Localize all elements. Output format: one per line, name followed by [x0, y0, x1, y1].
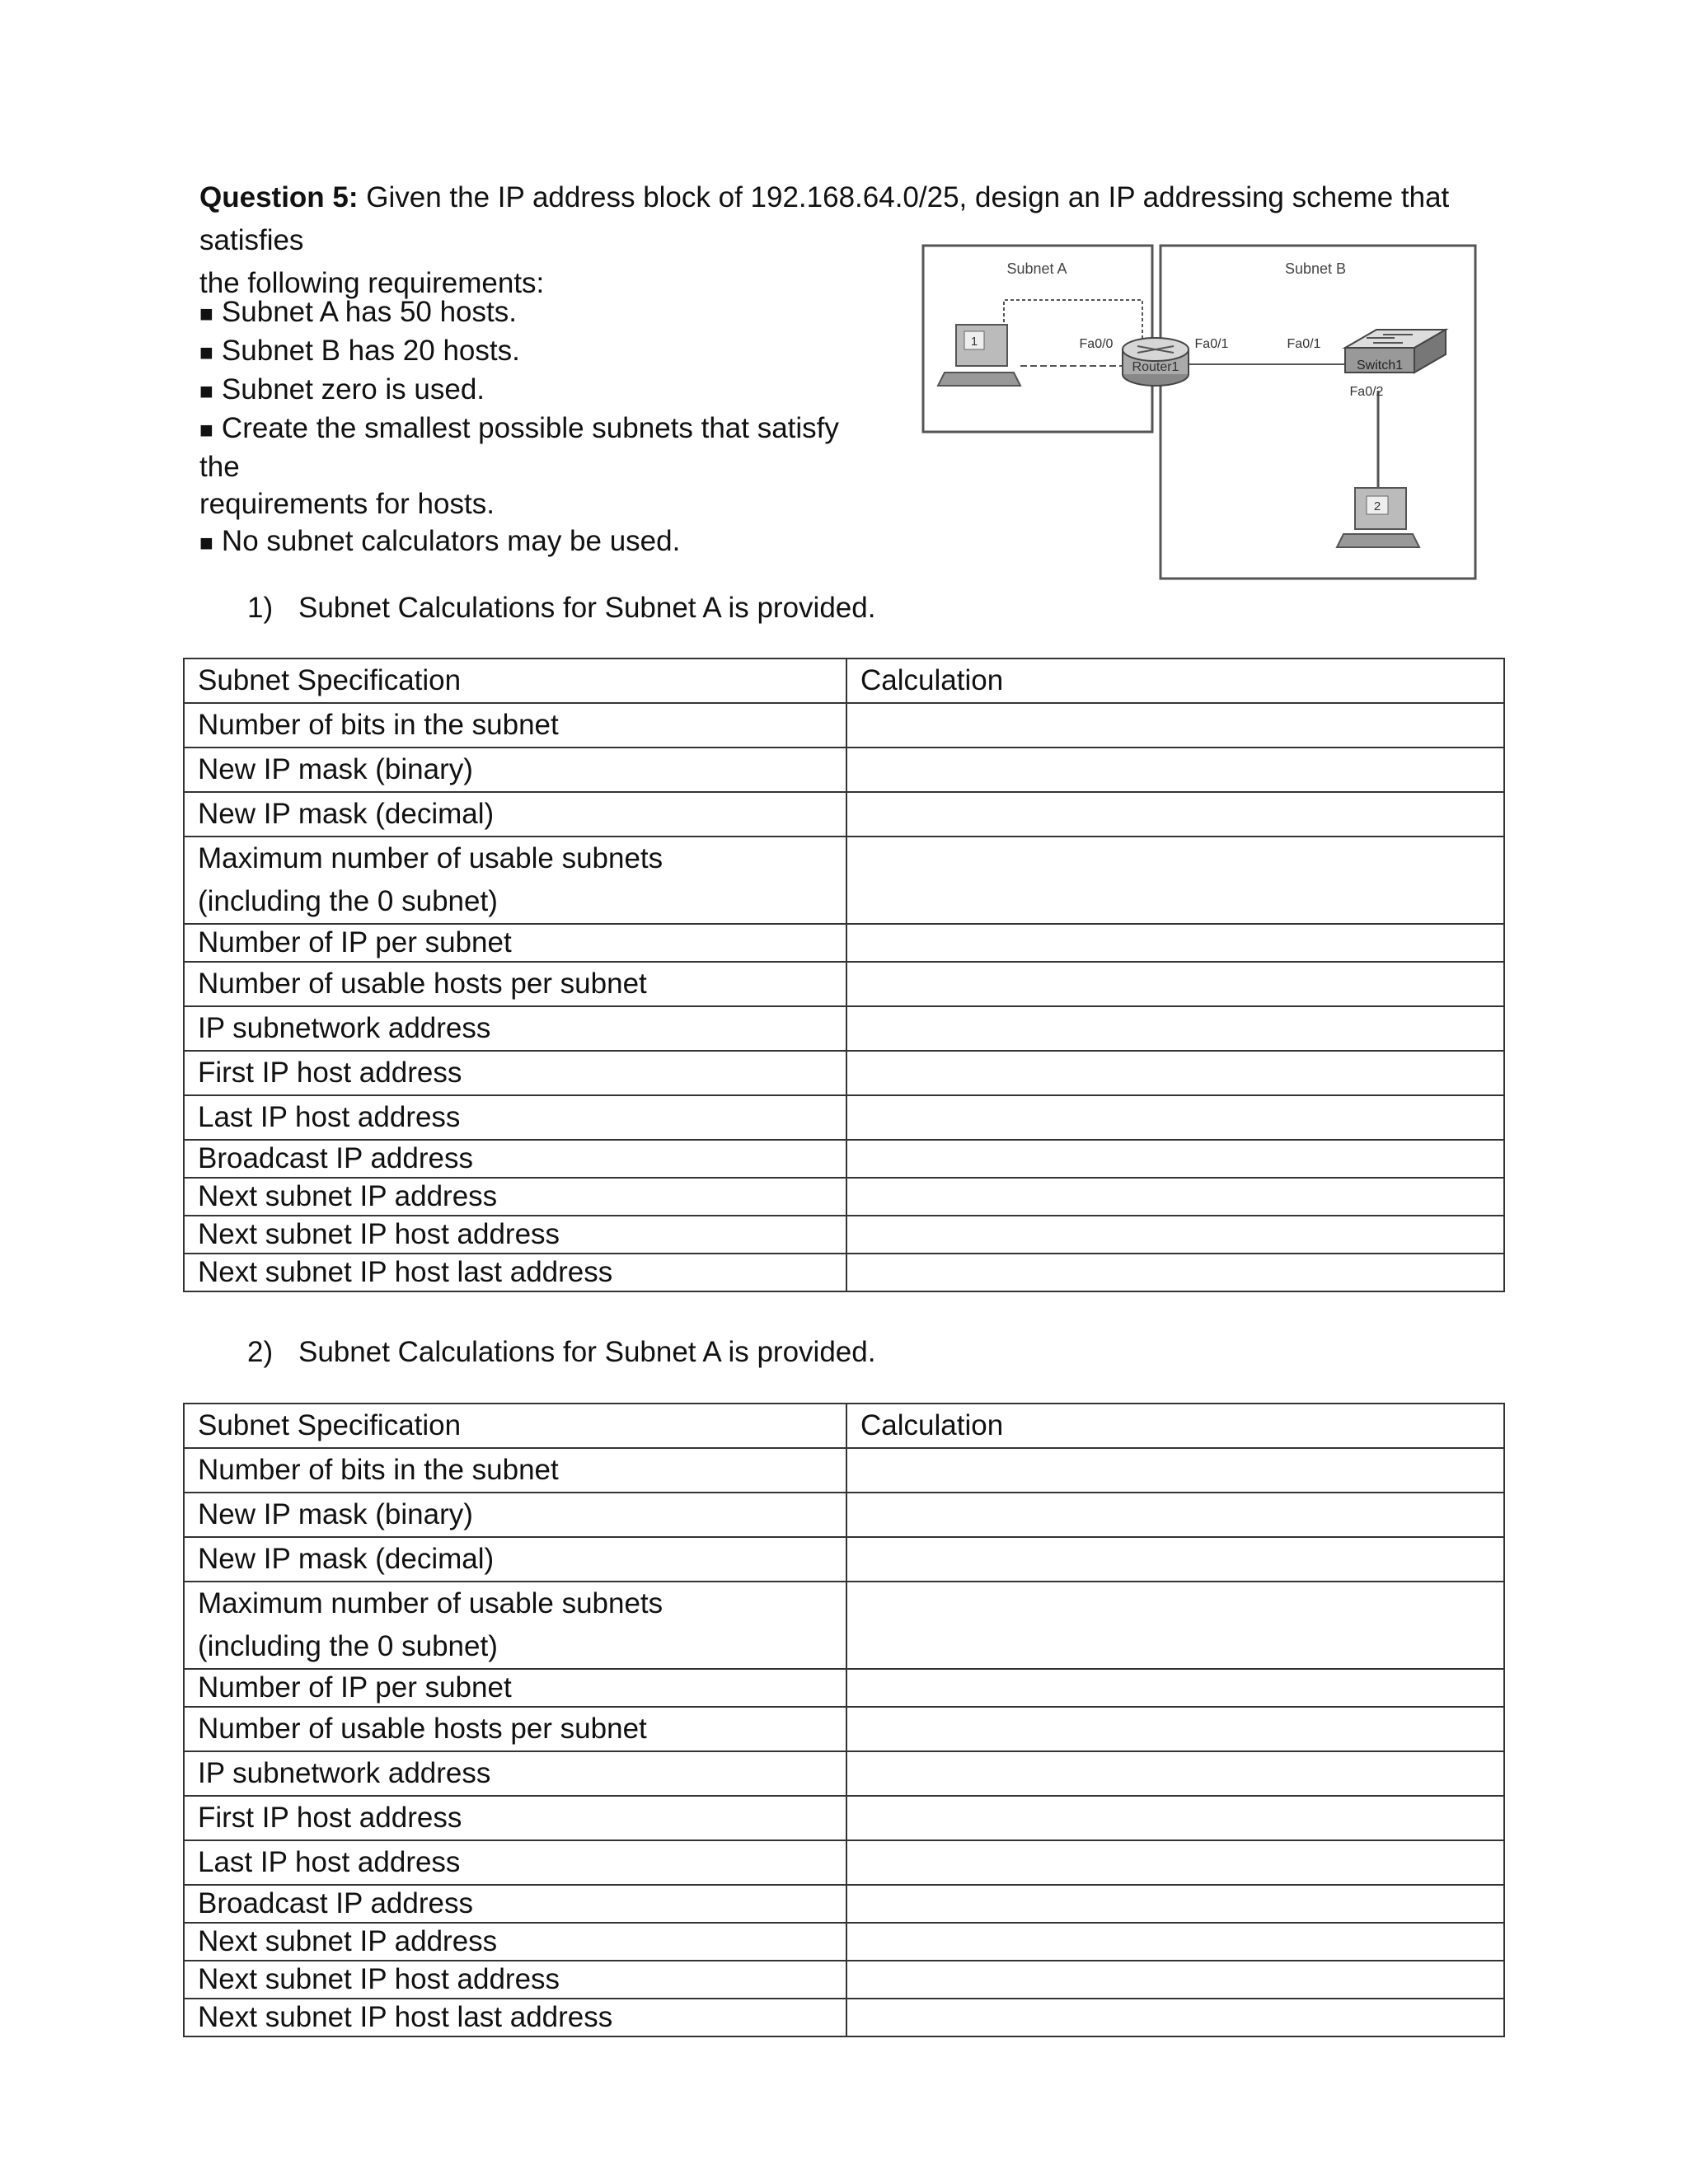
calculation-cell[interactable]	[846, 1582, 1504, 1669]
calculation-cell[interactable]	[846, 1999, 1504, 2036]
table-row	[184, 1095, 1504, 1140]
table-row	[184, 1140, 1504, 1178]
table-row	[184, 703, 1504, 748]
table-row	[184, 962, 1504, 1006]
table-row	[184, 792, 1504, 837]
spec-label: Number of IP per subnet	[184, 924, 846, 962]
header-cell: Subnet Specification	[184, 658, 846, 703]
spec-label: Number of IP per subnet	[184, 1669, 846, 1707]
calculation-cell[interactable]	[846, 1006, 1504, 1051]
subnet-b-label: Subnet B	[1284, 260, 1347, 277]
pc-2-icon	[1337, 488, 1419, 547]
calculation-cell[interactable]	[846, 703, 1504, 748]
table-row	[184, 1840, 1504, 1885]
section-2-title: 2) Subnet Calculations for Subnet A is provided.	[247, 1336, 876, 1368]
spec-label: Last IP host address	[184, 1095, 846, 1140]
calculation-cell[interactable]	[846, 1796, 1504, 1840]
requirement-item: ■ No subnet calculators may be used.	[199, 525, 681, 557]
spec-label: New IP mask (decimal)	[184, 1537, 846, 1582]
calculation-cell[interactable]	[846, 1254, 1504, 1291]
table-row	[184, 1006, 1504, 1051]
table-row	[184, 748, 1504, 792]
spec-label: Broadcast IP address	[184, 1140, 846, 1178]
pc-1-label: 1	[970, 335, 978, 349]
port-router-fa01: Fa0/1	[1194, 337, 1229, 351]
port-router-fa00: Fa0/0	[1079, 337, 1114, 351]
spec-label: Last IP host address	[184, 1840, 846, 1885]
spec-label: New IP mask (decimal)	[184, 792, 846, 837]
requirement-item: ■ Create the smallest possible subnets that satisfy the	[199, 412, 839, 483]
requirement-item: ■ Subnet B has 20 hosts.	[199, 335, 520, 367]
header-cell: Subnet Specification	[184, 1404, 846, 1448]
calculation-cell[interactable]	[846, 792, 1504, 837]
bullet-icon: ■	[199, 530, 213, 555]
table-row	[184, 1216, 1504, 1254]
table-row	[184, 1961, 1504, 1999]
spec-label: Next subnet IP host last address	[184, 1999, 846, 2036]
requirement-item: ■ Subnet A has 50 hosts.	[199, 296, 517, 328]
section-2-number: 2)	[247, 1336, 274, 1368]
calculation-cell[interactable]	[846, 1095, 1504, 1140]
question-line-1: Given the IP address block of 192.168.64.0/25, design an IP addressing scheme that satisfies	[199, 181, 1450, 256]
calculation-cell[interactable]	[846, 1178, 1504, 1216]
spec-label: Next subnet IP host address	[184, 1961, 846, 1999]
table-row	[184, 1923, 1504, 1961]
table-row	[184, 1178, 1504, 1216]
spec-label: Next subnet IP host address	[184, 1216, 846, 1254]
requirements-list	[199, 293, 875, 561]
calculation-cell[interactable]	[846, 1493, 1504, 1537]
table-row	[184, 1254, 1504, 1291]
table-row	[184, 1885, 1504, 1923]
bullet-icon: ■	[199, 340, 213, 365]
table-header-row	[184, 1404, 1504, 1448]
header-cell: Calculation	[846, 1404, 1504, 1448]
question-line-2: the following requirements:	[199, 267, 545, 299]
calculation-cell[interactable]	[846, 1961, 1504, 1999]
table-row	[184, 1051, 1504, 1095]
calculation-cell[interactable]	[846, 1840, 1504, 1885]
spec-label: Maximum number of usable subnets (including the 0 subnet)	[184, 1582, 846, 1669]
port-switch-fa02: Fa0/2	[1349, 385, 1384, 399]
table-row	[184, 1493, 1504, 1537]
spec-label: Broadcast IP address	[184, 1885, 846, 1923]
section-1-title: 1) Subnet Calculations for Subnet A is provided.	[247, 592, 876, 624]
calculation-cell[interactable]	[846, 924, 1504, 962]
calculation-cell[interactable]	[846, 1216, 1504, 1254]
spec-label: New IP mask (binary)	[184, 748, 846, 792]
bullet-icon: ■	[199, 301, 213, 326]
spec-label: Number of bits in the subnet	[184, 1448, 846, 1493]
bullet-icon: ■	[199, 378, 213, 404]
table-row	[184, 1707, 1504, 1751]
spec-label: Number of usable hosts per subnet	[184, 962, 846, 1006]
table-row	[184, 837, 1504, 924]
calculation-cell[interactable]	[846, 748, 1504, 792]
calculation-cell[interactable]	[846, 1537, 1504, 1582]
network-diagram	[921, 244, 1479, 582]
table-row	[184, 1669, 1504, 1707]
subnet-a-label: Subnet A	[1006, 260, 1067, 277]
calculation-cell[interactable]	[846, 1885, 1504, 1923]
table-row	[184, 1999, 1504, 2036]
requirement-item-continuation: requirements for hosts.	[199, 488, 495, 520]
switch-label: Switch1	[1356, 359, 1404, 373]
calculation-cell[interactable]	[846, 837, 1504, 924]
pc-2-label: 2	[1373, 499, 1381, 513]
spec-label: New IP mask (binary)	[184, 1493, 846, 1537]
spec-label: First IP host address	[184, 1796, 846, 1840]
spec-label: Next subnet IP host last address	[184, 1254, 846, 1291]
table-row	[184, 924, 1504, 962]
section-1-number: 1)	[247, 592, 274, 624]
subnet-table-2	[183, 1403, 1505, 2037]
spec-label: Next subnet IP address	[184, 1923, 846, 1961]
calculation-cell[interactable]	[846, 1669, 1504, 1707]
calculation-cell[interactable]	[846, 1707, 1504, 1751]
spec-label: Next subnet IP address	[184, 1178, 846, 1216]
spec-label: Number of usable hosts per subnet	[184, 1707, 846, 1751]
bullet-icon: ■	[199, 417, 213, 443]
spec-label: IP subnetwork address	[184, 1006, 846, 1051]
spec-label: Maximum number of usable subnets (including the 0 subnet)	[184, 837, 846, 924]
question-label: Question 5:	[199, 181, 359, 213]
subnet-table-1	[183, 658, 1505, 1292]
table-header-row	[184, 658, 1504, 703]
calculation-cell[interactable]	[846, 1140, 1504, 1178]
table-row	[184, 1537, 1504, 1582]
subnet-b-box	[1160, 246, 1475, 579]
table-row	[184, 1582, 1504, 1669]
calculation-cell[interactable]	[846, 962, 1504, 1006]
calculation-cell[interactable]	[846, 1751, 1504, 1796]
port-switch-fa01: Fa0/1	[1287, 337, 1321, 351]
table-row	[184, 1448, 1504, 1493]
spec-label: Number of bits in the subnet	[184, 703, 846, 748]
requirement-item: ■ Subnet zero is used.	[199, 373, 485, 405]
header-cell: Calculation	[846, 658, 1504, 703]
pc-1-icon	[938, 325, 1020, 386]
table-row	[184, 1751, 1504, 1796]
router-label: Router1	[1132, 360, 1179, 374]
spec-label: First IP host address	[184, 1051, 846, 1095]
calculation-cell[interactable]	[846, 1051, 1504, 1095]
table-row	[184, 1796, 1504, 1840]
calculation-cell[interactable]	[846, 1923, 1504, 1961]
spec-label: IP subnetwork address	[184, 1751, 846, 1796]
calculation-cell[interactable]	[846, 1448, 1504, 1493]
dotted-link-top	[1004, 300, 1142, 351]
